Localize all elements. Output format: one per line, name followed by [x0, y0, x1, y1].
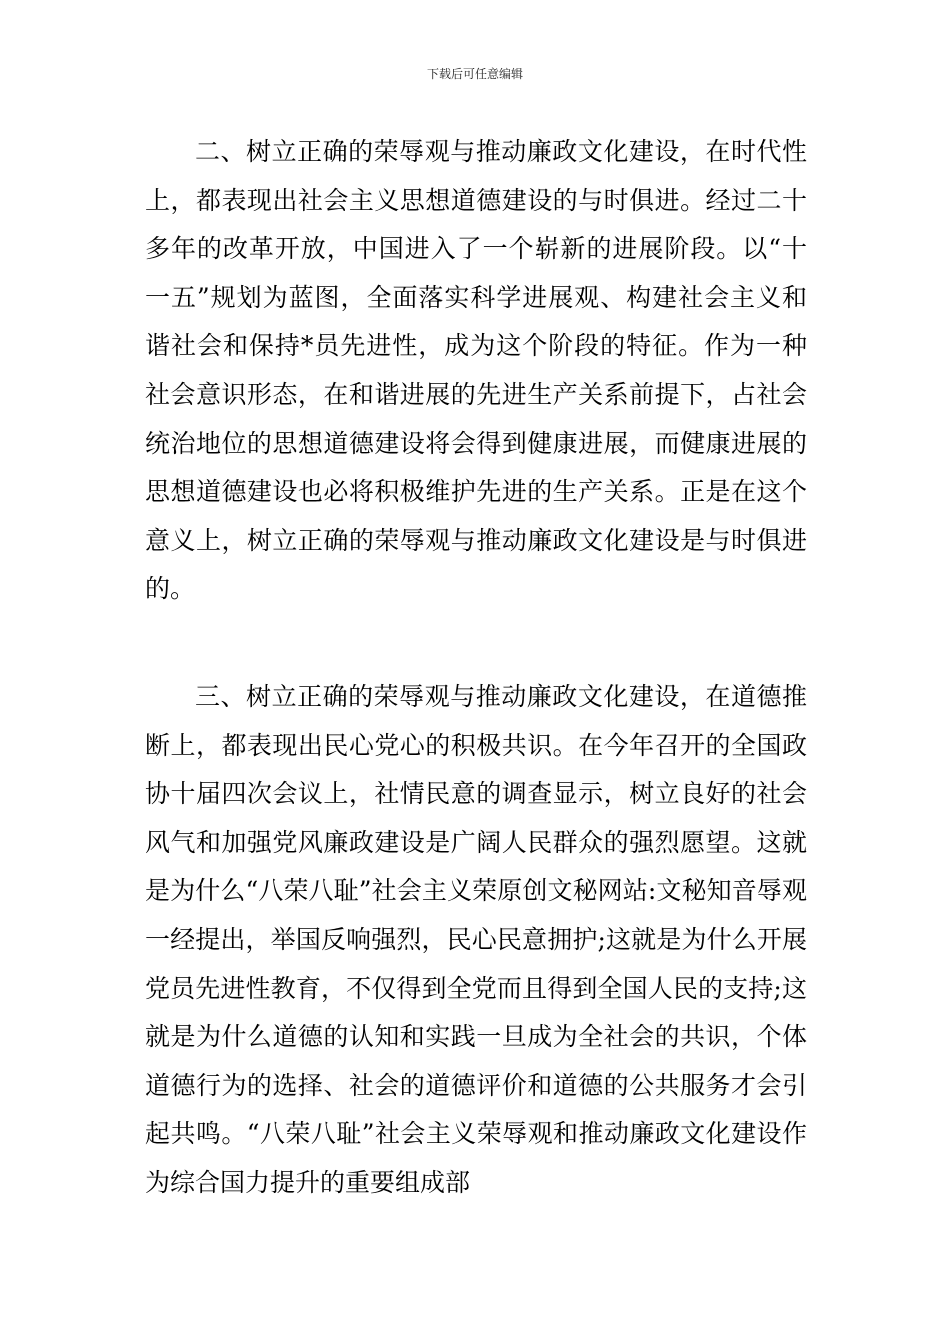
- paragraph-two: 二、树立正确的荣辱观与推动廉政文化建设，在时代性上，都表现出社会主义思想道德建设的与时俱进。经过二十多年的改革开放，中国进入了一个崭新的进展阶段。以“十一五”规划为蓝图，全面落实科学进展观、构建社会主义和谐社会和保持*员先进性，成为这个阶段的特征。作为一种社会意识形态，在和谐进展的先进生产关系前提下，占社会统治地位的思想道德建设将会得到健康进展，而健康进展的思想道德建设也必将积极维护先进的生产关系。正是在这个意义上，树立正确的荣辱观与推动廉政文化建设是与时俱进的。: [145, 137, 807, 604]
- page-header: 下载后可任意编辑: [426, 67, 523, 81]
- paragraph-three: 三、树立正确的荣辱观与推动廉政文化建设，在道德推断上，都表现出民心党心的积极共识。在今年召开的全国政协十届四次会议上，社情民意的调查显示，树立良好的社会风气和加强党风廉政建设是广阔人民群众的强烈愿望。这就是为什么“八荣八耻”社会主义荣原创文秘网站:文秘知音辱观一经提出，举国反响强烈，民心民意拥护;这就是为什么开展党员先进性教育，不仅得到全党而且得到全国人民的支持;这就是为什么道德的认知和实践一旦成为全社会的共识，个体道德行为的选择、社会的道德评价和道德的公共服务才会引起共鸣。“八荣八耻”社会主义荣辱观和推动廉政文化建设作为综合国力提升的重要组成部: [145, 682, 807, 1197]
